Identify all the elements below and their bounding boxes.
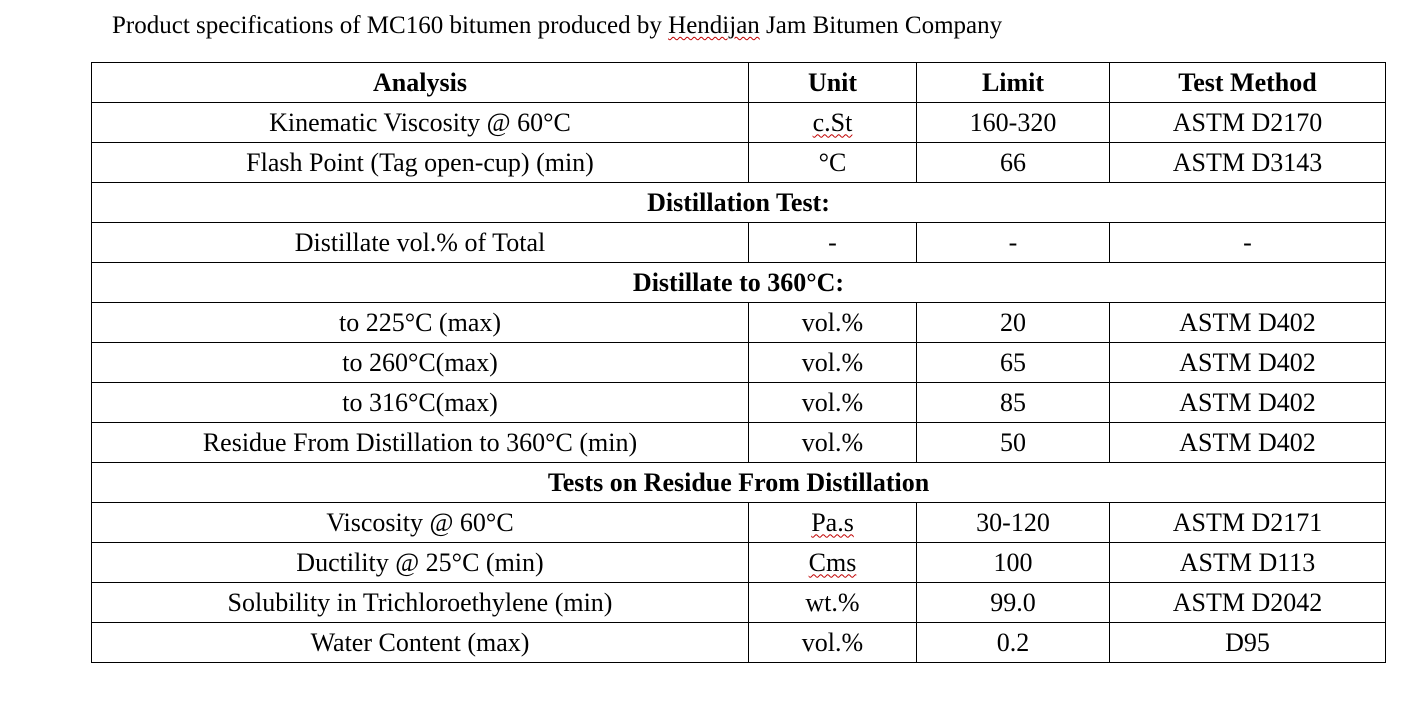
cell-test-method: D95 [1110,623,1386,663]
section-row [92,183,1386,223]
cell-analysis: Viscosity @ 60°C [92,503,749,543]
unit-spellcheck-word: c.St [812,107,853,137]
cell-unit: °C [749,143,917,183]
cell-analysis: Water Content (max) [92,623,749,663]
unit-spellcheck-word: Cms [808,547,857,577]
cell-analysis: to 225°C (max) [92,303,749,343]
cell-limit: 30-120 [917,503,1110,543]
cell-unit [749,503,917,543]
cell-unit: vol.% [749,623,917,663]
header-test-method: Test Method [1110,63,1386,103]
cell-unit: wt.% [749,583,917,623]
cell-limit: 20 [917,303,1110,343]
title-text-start: Product specifications of MC160 bitumen produced by [112,12,669,39]
cell-analysis: Ductility @ 25°C (min) [92,543,749,583]
cell-test-method: ASTM D402 [1110,343,1386,383]
cell-analysis: Kinematic Viscosity @ 60°C [92,103,749,143]
cell-limit: - [917,223,1110,263]
cell-limit: 85 [917,383,1110,423]
cell-test-method: ASTM D2171 [1110,503,1386,543]
table-row [92,103,1386,143]
cell-test-method: ASTM D402 [1110,383,1386,423]
cell-test-method: ASTM D2042 [1110,583,1386,623]
section-heading: Distillate to 360°C: [92,263,1386,303]
cell-test-method: - [1110,223,1386,263]
cell-unit [749,103,917,143]
table-row [92,143,1386,183]
document-title [112,10,1002,42]
cell-analysis: to 260°C(max) [92,343,749,383]
cell-limit: 100 [917,543,1110,583]
table-row [92,343,1386,383]
cell-unit: vol.% [749,423,917,463]
cell-analysis: to 316°C(max) [92,383,749,423]
cell-unit: vol.% [749,383,917,423]
header-limit: Limit [917,63,1110,103]
cell-test-method: ASTM D2170 [1110,103,1386,143]
table-row [92,383,1386,423]
cell-limit: 160-320 [917,103,1110,143]
table-row [92,623,1386,663]
cell-limit: 99.0 [917,583,1110,623]
unit-spellcheck-word: Pa.s [811,507,854,537]
table-row [92,543,1386,583]
cell-analysis: Residue From Distillation to 360°C (min) [92,423,749,463]
cell-limit: 65 [917,343,1110,383]
table-row [92,223,1386,263]
section-heading: Tests on Residue From Distillation [92,463,1386,503]
section-row [92,463,1386,503]
cell-test-method: ASTM D3143 [1110,143,1386,183]
specifications-table [91,62,1386,663]
header-unit: Unit [749,63,917,103]
table-row [92,423,1386,463]
title-text-end: Jam Bitumen Company [759,12,1003,39]
table-row [92,303,1386,343]
section-row [92,263,1386,303]
table-row [92,503,1386,543]
cell-test-method: ASTM D113 [1110,543,1386,583]
table-row [92,583,1386,623]
cell-limit: 0.2 [917,623,1110,663]
cell-test-method: ASTM D402 [1110,423,1386,463]
title-spellcheck-word: Hendijan [668,12,760,39]
header-analysis: Analysis [92,63,749,103]
cell-unit: - [749,223,917,263]
cell-analysis: Solubility in Trichloroethylene (min) [92,583,749,623]
table-header-row [92,63,1386,103]
cell-unit [749,543,917,583]
cell-unit: vol.% [749,343,917,383]
cell-analysis: Flash Point (Tag open-cup) (min) [92,143,749,183]
section-heading: Distillation Test: [92,183,1386,223]
cell-limit: 66 [917,143,1110,183]
cell-limit: 50 [917,423,1110,463]
cell-analysis: Distillate vol.% of Total [92,223,749,263]
cell-unit: vol.% [749,303,917,343]
cell-test-method: ASTM D402 [1110,303,1386,343]
